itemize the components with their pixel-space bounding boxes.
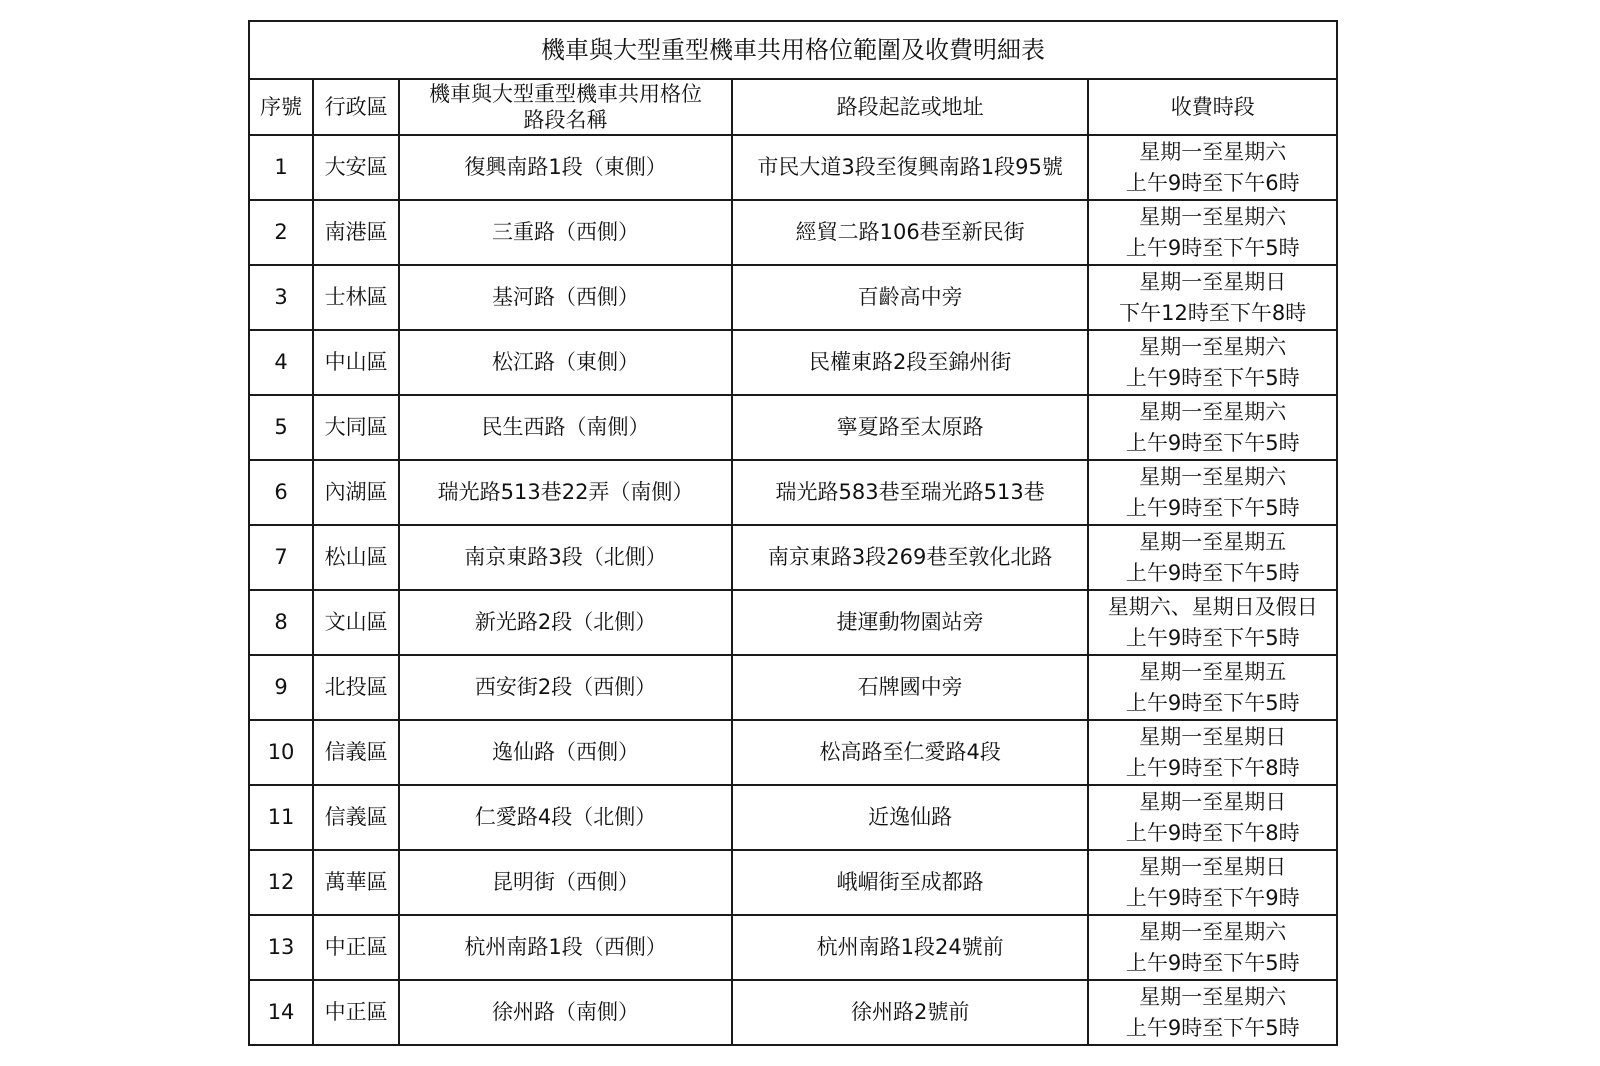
- row-time: [1088, 395, 1337, 460]
- row-no: 10: [249, 720, 313, 785]
- row-days: 星期一至星期六: [1139, 139, 1287, 164]
- row-district: 大安區: [313, 135, 399, 200]
- row-name: 三重路（西側）: [399, 200, 732, 265]
- row-no: 8: [249, 590, 313, 655]
- row-address: 市民大道3段至復興南路1段95號: [732, 135, 1089, 200]
- row-address: 南京東路3段269巷至敦化北路: [732, 525, 1089, 590]
- table-row: [249, 655, 1337, 720]
- fee-schedule-table: [248, 20, 1338, 1046]
- row-district: 內湖區: [313, 460, 399, 525]
- table-row: [249, 330, 1337, 395]
- row-no: 6: [249, 460, 313, 525]
- row-district: 松山區: [313, 525, 399, 590]
- row-days: 星期一至星期六: [1139, 984, 1287, 1009]
- row-days: 星期一至星期五: [1139, 529, 1287, 554]
- row-hours: 上午9時至下午8時: [1125, 755, 1300, 780]
- row-time: [1088, 785, 1337, 850]
- row-days: 星期一至星期六: [1139, 204, 1287, 229]
- row-time: [1088, 135, 1337, 200]
- row-hours: 下午12時至下午8時: [1119, 300, 1307, 325]
- row-hours: 上午9時至下午5時: [1125, 365, 1300, 390]
- row-district: 大同區: [313, 395, 399, 460]
- header-name: [399, 79, 732, 135]
- row-hours: 上午9時至下午9時: [1125, 885, 1300, 910]
- row-no: 4: [249, 330, 313, 395]
- table-row: [249, 395, 1337, 460]
- row-time: [1088, 330, 1337, 395]
- row-time: [1088, 460, 1337, 525]
- row-no: 9: [249, 655, 313, 720]
- row-name: 西安街2段（西側）: [399, 655, 732, 720]
- row-days: 星期一至星期日: [1139, 724, 1287, 749]
- row-district: 南港區: [313, 200, 399, 265]
- row-days: 星期一至星期六: [1139, 919, 1287, 944]
- table-row: [249, 590, 1337, 655]
- row-hours: 上午9時至下午5時: [1125, 625, 1300, 650]
- row-address: 石牌國中旁: [732, 655, 1089, 720]
- row-district: 中正區: [313, 915, 399, 980]
- row-address: 峨嵋街至成都路: [732, 850, 1089, 915]
- row-name: 杭州南路1段（西側）: [399, 915, 732, 980]
- row-name: 南京東路3段（北側）: [399, 525, 732, 590]
- row-time: [1088, 655, 1337, 720]
- row-time: [1088, 590, 1337, 655]
- row-name: 松江路（東側）: [399, 330, 732, 395]
- row-district: 北投區: [313, 655, 399, 720]
- row-time: [1088, 265, 1337, 330]
- row-no: 2: [249, 200, 313, 265]
- table-body: [249, 21, 1337, 1045]
- row-name: 昆明街（西側）: [399, 850, 732, 915]
- row-hours: 上午9時至下午5時: [1125, 560, 1300, 585]
- row-no: 7: [249, 525, 313, 590]
- table-row: [249, 850, 1337, 915]
- row-days: 星期一至星期日: [1139, 789, 1287, 814]
- row-name: 基河路（西側）: [399, 265, 732, 330]
- header-name-line2: 路段名稱: [523, 108, 608, 132]
- header-address: 路段起訖或地址: [732, 79, 1089, 135]
- row-days: 星期一至星期日: [1139, 854, 1287, 879]
- row-hours: 上午9時至下午5時: [1125, 235, 1300, 260]
- table-row: [249, 785, 1337, 850]
- table-row: [249, 135, 1337, 200]
- row-name: 仁愛路4段（北側）: [399, 785, 732, 850]
- row-district: 信義區: [313, 720, 399, 785]
- row-district: 士林區: [313, 265, 399, 330]
- header-row: [249, 79, 1337, 135]
- row-district: 文山區: [313, 590, 399, 655]
- row-no: 3: [249, 265, 313, 330]
- row-address: 松高路至仁愛路4段: [732, 720, 1089, 785]
- table-row: [249, 915, 1337, 980]
- title-row: [249, 21, 1337, 79]
- table-row: [249, 460, 1337, 525]
- row-address: 民權東路2段至錦州街: [732, 330, 1089, 395]
- row-address: 近逸仙路: [732, 785, 1089, 850]
- row-no: 12: [249, 850, 313, 915]
- row-address: 瑞光路583巷至瑞光路513巷: [732, 460, 1089, 525]
- header-no: 序號: [249, 79, 313, 135]
- row-hours: 上午9時至下午6時: [1125, 170, 1300, 195]
- row-name: 民生西路（南側）: [399, 395, 732, 460]
- row-address: 徐州路2號前: [732, 980, 1089, 1045]
- row-hours: 上午9時至下午8時: [1125, 820, 1300, 845]
- row-name: 徐州路（南側）: [399, 980, 732, 1045]
- row-hours: 上午9時至下午5時: [1125, 690, 1300, 715]
- row-district: 中山區: [313, 330, 399, 395]
- header-name-line1: 機車與大型重型機車共用格位: [429, 82, 703, 106]
- row-district: 中正區: [313, 980, 399, 1045]
- table-row: [249, 720, 1337, 785]
- row-no: 1: [249, 135, 313, 200]
- row-name: 瑞光路513巷22弄（南側）: [399, 460, 732, 525]
- row-hours: 上午9時至下午5時: [1125, 430, 1300, 455]
- row-days: 星期一至星期六: [1139, 334, 1287, 359]
- row-days: 星期一至星期五: [1139, 659, 1287, 684]
- table-row: [249, 265, 1337, 330]
- row-no: 5: [249, 395, 313, 460]
- table-row: [249, 525, 1337, 590]
- row-hours: 上午9時至下午5時: [1125, 950, 1300, 975]
- row-address: 寧夏路至太原路: [732, 395, 1089, 460]
- table-title: 機車與大型重型機車共用格位範圍及收費明細表: [249, 21, 1337, 79]
- row-hours: 上午9時至下午5時: [1125, 495, 1300, 520]
- row-name: 新光路2段（北側）: [399, 590, 732, 655]
- row-days: 星期一至星期六: [1139, 399, 1287, 424]
- row-time: [1088, 850, 1337, 915]
- row-time: [1088, 525, 1337, 590]
- row-address: 捷運動物園站旁: [732, 590, 1089, 655]
- header-time: 收費時段: [1088, 79, 1337, 135]
- row-address: 杭州南路1段24號前: [732, 915, 1089, 980]
- row-time: [1088, 980, 1337, 1045]
- table-row: [249, 200, 1337, 265]
- row-time: [1088, 915, 1337, 980]
- row-no: 13: [249, 915, 313, 980]
- row-address: 經貿二路106巷至新民街: [732, 200, 1089, 265]
- row-name: 逸仙路（西側）: [399, 720, 732, 785]
- row-time: [1088, 720, 1337, 785]
- row-district: 信義區: [313, 785, 399, 850]
- row-days: 星期一至星期日: [1139, 269, 1287, 294]
- row-days: 星期六、星期日及假日: [1107, 594, 1318, 619]
- row-hours: 上午9時至下午5時: [1125, 1015, 1300, 1040]
- table-row: [249, 980, 1337, 1045]
- row-no: 14: [249, 980, 313, 1045]
- row-name: 復興南路1段（東側）: [399, 135, 732, 200]
- row-days: 星期一至星期六: [1139, 464, 1287, 489]
- row-address: 百齡高中旁: [732, 265, 1089, 330]
- header-district: 行政區: [313, 79, 399, 135]
- row-no: 11: [249, 785, 313, 850]
- row-time: [1088, 200, 1337, 265]
- row-district: 萬華區: [313, 850, 399, 915]
